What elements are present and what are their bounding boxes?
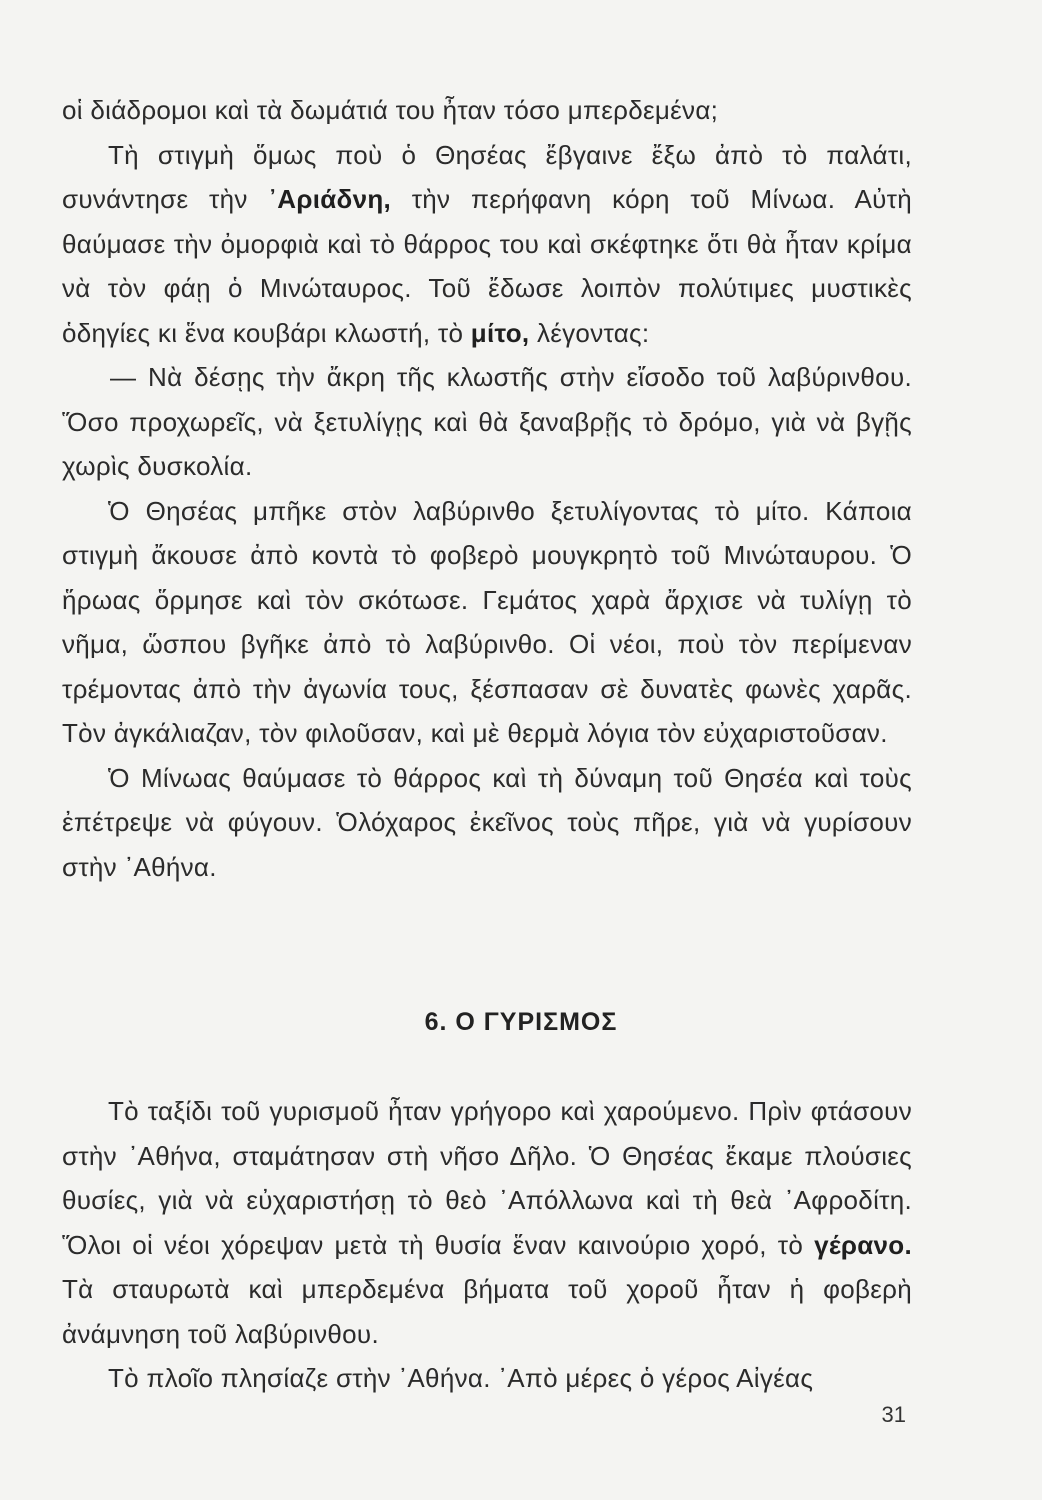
- story-text-lower: [62, 1089, 912, 1401]
- paragraph-return-journey: Τὸ ταξίδι τοῦ γυρισμοῦ ἦταν γρήγορο καὶ χαρούμενο. Πρὶν φτάσουν στὴν ᾿Αθήνα, σταμάτησαν στὴ νῆσο Δῆλο. Ὁ Θησέας ἔκαμε πλούσιες θυσίες, γιὰ νὰ εὐχαριστήσῃ τὸ θεὸ ᾿Απόλλωνα καὶ τὴ θεὰ ᾿Αφροδίτη. Ὅλοι οἱ νέοι χόρεψαν μετὰ τὴ θυσία ἕναν καινούριο χορό, τὸ γέρανο. Τὰ σταυρωτὰ καὶ μπερδεμένα βήματα τοῦ χοροῦ ἦταν ἡ φοβερὴ ἀνάμνηση τοῦ λαβύρινθου.: [62, 1096, 912, 1349]
- paragraph-ship-approaching: Τὸ πλοῖο πλησίαζε στὴν ᾿Αθήνα. ᾿Απὸ μέρες ὁ γέρος Αἰγέας: [108, 1363, 814, 1393]
- story-text-upper: [62, 88, 912, 889]
- page-number: 31: [881, 1402, 906, 1427]
- section-heading: 6. Ο ΓΥΡΙΣΜΟΣ: [424, 1008, 618, 1036]
- bold-term-gerano: γέρανο.: [814, 1229, 912, 1260]
- paragraph-ariadne: Τὴ στιγμὴ ὅμως ποὺ ὁ Θησέας ἔβγαινε ἔξω ἀπὸ τὸ παλάτι, συνάντησε τὴν ᾿Αριάδνη, τὴν περήφανη κόρη τοῦ Μίνωα. Αὐτὴ θαύμασε τὴν ὀμορφιὰ καὶ τὸ θάρρος του καὶ σκέφτηκε ὅτι θὰ ἦταν κρίμα νὰ τὸν φάῃ ὁ Μινώταυρος. Τοῦ ἔδωσε λοιπὸν πολύτιμες μυστικὲς ὁδηγίες κι ἕνα κουβάρι κλωστή, τὸ μίτο, λέγοντας:: [62, 139, 912, 348]
- bold-term-ariadne: ᾿Αριάδνη,: [268, 184, 392, 214]
- paragraph-labyrinth: Ὁ Θησέας μπῆκε στὸν λαβύρινθο ξετυλίγοντας τὸ μίτο. Κάποια στιγμὴ ἄκουσε ἀπὸ κοντὰ τὸ φοβερὸ μουγκρητὸ τοῦ Μινώταυρου. Ὁ ἥρωας ὅρμησε καὶ τὸν σκότωσε. Γεμάτος χαρὰ ἄρχισε νὰ τυλίγῃ τὸ νῆμα, ὥσπου βγῆκε ἀπὸ τὸ λαβύρινθο. Οἱ νέοι, ποὺ τὸν περίμεναν τρέμοντας ἀπὸ τὴν ἀγωνία τους, ξέσπασαν σὲ δυνατὲς φωνὲς χαρᾶς. Τὸν ἀγκάλιαζαν, τὸν φιλοῦσαν, καὶ μὲ θερμὰ λόγια τὸν εὐχαριστοῦσαν.: [62, 495, 912, 748]
- paragraph-minos: Ὁ Μίνωας θαύμασε τὸ θάρρος καὶ τὴ δύναμη τοῦ Θησέα καὶ τοὺς ἐπέτρεψε νὰ φύγουν. Ὁλόχαρος ἐκεῖνος τοὺς πῆρε, γιὰ νὰ γυρίσουν στὴν ᾿Αθήνα.: [62, 762, 912, 882]
- bold-term-mito: μίτο,: [470, 317, 530, 348]
- paragraph-continuation: οἱ διάδρομοι καὶ τὰ δωμάτιά του ἦταν τόσο μπερδεμένα;: [62, 95, 719, 125]
- paragraph-dialogue: — Νὰ δέσῃς τὴν ἄκρη τῆς κλωστῆς στὴν εἴσοδο τοῦ λαβύρινθου. Ὅσο προχωρεῖς, νὰ ξετυλίγῃς καὶ θὰ ξαναβρῇς τὸ δρόμο, γιὰ νὰ βγῇς χωρὶς δυσκολία.: [62, 362, 912, 481]
